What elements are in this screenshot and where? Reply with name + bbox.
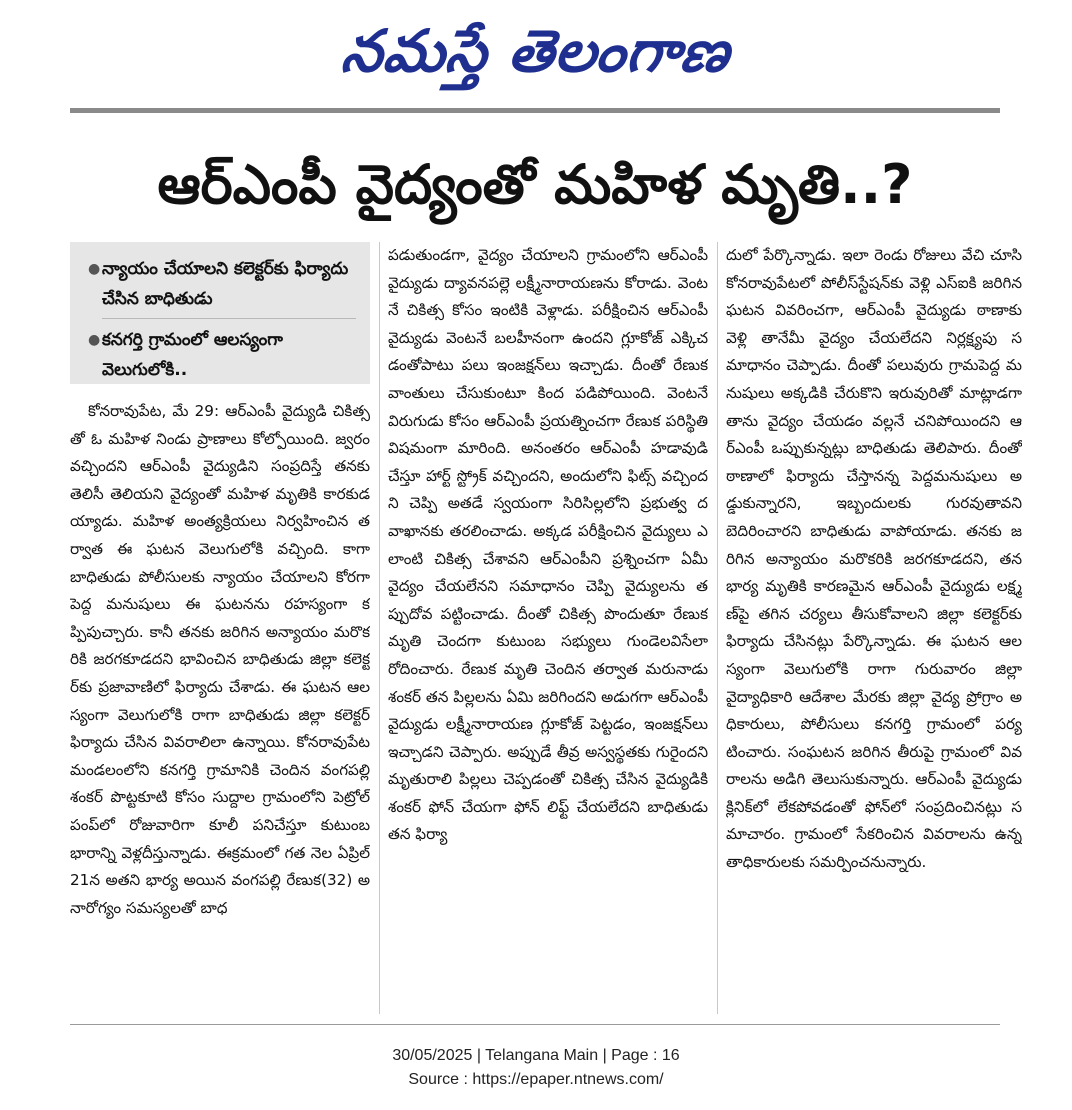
edition-info: 30/05/2025 | Telangana Main | Page : 16 (392, 1047, 680, 1064)
highlight-divider (102, 318, 356, 319)
article-column-3: దులో పేర్కొన్నాడు. ఇలా రెండు రోజులు వేచి చూసి కోనరావుపేటలో పోలీస్‌స్టేషన్‌కు వెళ్లి ఎస్‌ఐకి జరిగిన ఘటన వివరించగా, ఆర్‌ఎంపీ వైద్యుడు ఠాణాకు వెళ్లి తానేమీ వైద్యం చేయలేదని నిర్లక్ష్యపు సమాధానం చెప్పాడు. దీంతో పలువురు గ్రామపెద్ద మనుషులు అక్కడికి చేరుకొని ఇరువురితో మాట్లాడగా తాను వైద్యం చేయడం వల్లనే చనిపోయిందని ఆర్‌ఎంపీ ఒప్పుకున్నట్లు బాధితుడు తెలిపారు. దీంతో ఠాణాలో ఫిర్యాదు చేస్తానన్న పెద్దమనుషులు అడ్డుకున్నారని, ఇబ్బందులకు గురవుతావని బెదిరించారని బాధితుడు వాపోయాడు. తనకు జరిగిన అన్యాయం మరొకరికి జరగకూడదని, తన భార్య మృతికి కారణమైన ఆర్‌ఎంపీ వైద్యుడు లక్ష్మణ్‌పై తగిన చర్యలు తీసుకోవాలని జిల్లా కలెక్టర్‌కు ఫిర్యాదు చేసినట్లు పేర్కొన్నాడు. ఈ ఘటన ఆలస్యంగా వెలుగులోకి రాగా గురువారం జిల్లా వైద్యాధికారి ఆదేశాల మేరకు జిల్లా వైద్య ప్రోగ్రాం అధికారులు, పోలీసులు కనగర్తి గ్రామంలో పర్యటించారు. సంఘటన జరిగిన తీరుపై గ్రామంలో వివరాలను అడిగి తెలుసుకున్నారు. ఆర్‌ఎంపీ వైద్యుడు క్లినిక్‌లో లేకపోవడంతో ఫోన్‌లో సంప్రదించినట్లు సమాచారం. గ్రామంలో సేకరించిన వివరాలను ఉన్నతాధికారులకు సమర్పించనున్నారు. (726, 246, 1022, 872)
newspaper-logo: నమస్తే తెలంగాణ (338, 17, 734, 85)
column-divider (379, 242, 380, 1014)
article-column-1: కోనరావుపేట, మే 29: ఆర్‌ఎంపీ వైద్యుడి చికిత్సతో ఓ మహిళ నిండు ప్రాణాలు కోల్పోయింది. జ్వరం వచ్చిందని ఆర్‌ఎంపీ వైద్యుడిని సంప్రదిస్తే తనకు తెలిసీ తెలియని వైద్యంతో మహిళ మృతికి కారకుడయ్యాడు. మహిళ అంత్యక్రియలు నిర్వహించిన తర్వాత ఈ ఘటన వెలుగులోకి వచ్చింది. కాగా బాధితుడు పోలీసులకు న్యాయం చేయాలని కోరగా పెద్ద మనుషులు ఈ ఘటనను రహస్యంగా కప్పిపుచ్చారు. కానీ తనకు జరిగిన అన్యాయం మరొకరికి జరగకూడదని భావించిన బాధితుడు జిల్లా కలెక్టర్‌కు ప్రజావాణిలో ఫిర్యాదు చేశాడు. ఈ ఘటన ఆలస్యంగా వెలుగులోకి రాగా బాధితుడు జిల్లా కలెక్టర్ ఫిర్యాదు చేసిన వివరాలిలా ఉన్నాయి. కోనరావుపేట మండలంలోని కనగర్తి గ్రామానికి చెందిన వంగపల్లి శంకర్ పొట్టకూటి కోసం సుద్దాల గ్రామంలోని పెట్రోల్ పంప్‌లో రోజువారిగా కూలీ పనిచేస్తూ కుటుంబ భారాన్ని వెళ్లదీస్తున్నాడు. ఈక్రమంలో గత నెల ఏప్రిల్ 21న అతని భార్య అయిన వంగపల్లి రేణుక(32) అనారోగ్యం సమస్యలతో బాధ (70, 402, 370, 917)
highlight-item (88, 325, 356, 385)
highlight-text: కనగర్తి గ్రామంలో ఆలస్యంగా వెలుగులోకి.. (102, 330, 283, 380)
footer-divider (70, 1024, 1000, 1025)
page-footer (0, 1044, 1072, 1092)
bullet-icon: ● (88, 261, 101, 277)
highlight-item (88, 254, 356, 314)
article-column-2: పడుతుండగా, వైద్యం చేయాలని గ్రామంలోని ఆర్‌ఎంపీ వైద్యుడు ద్యావనపల్లె లక్ష్మీనారాయణను కోరాడు. వెంటనే చికిత్స కోసం ఇంటికి వెళ్లాడు. పరీక్షించిన ఆర్‌ఎంపీ వైద్యుడు వెంటనే బలహీనంగా ఉందని గ్లూకోజ్ ఎక్కిచడంతోపాటు పలు ఇంజక్షన్‌లు ఇచ్చాడు. దీంతో రేణుక వాంతులు చేసుకుంటూ కింద పడిపోయింది. వెంటనే విరుగుడు కోసం ఆర్‌ఎంపీ ప్రయత్నించగా రేణుక పరిస్థితి విషమంగా మారింది. అనంతరం ఆర్‌ఎంపీ హడావుడి చేస్తూ హార్ట్ స్ట్రోక్ వచ్చిందని, అందులోని ఫిట్స్ వచ్చిందని చెప్పి అతడే స్వయంగా సిరిసిల్లలోని ప్రభుత్వ దవాఖానకు తరలించాడు. అక్కడ పరీక్షించిన వైద్యులు ఎలాంటి చికిత్స చేశావని ఆర్‌ఎంపీని ప్రశ్నించగా ఏమీ వైద్యం చేయలేనని సమాధానం చెప్పి వైద్యులను తప్పుదోవ పట్టించాడు. దీంతో చికిత్స పొందుతూ రేణుక మృతి చెందగా కుటుంబ సభ్యులు గుండెలవిసేలా రోదించారు. రేణుక మృతి చెందిన తర్వాత మరునాడు శంకర్ తన పిల్లలను ఏమి జరిగిందని అడుగగా ఆర్‌ఎంపీ వైద్యుడు లక్ష్మీనారాయణ గ్లూకోజ్ పెట్టడం, ఇంజక్షన్‌లు ఇచ్చాడని చెప్పారు. అప్పుడే తీవ్ర అస్వస్థతకు గురైందని మృతురాలి పిల్లలు చెప్పడంతో చికిత్స చేసిన వైద్యుడికి శంకర్ ఫోన్ చేయగా ఫోన్ లిఫ్ట్ చేయలేదని బాధితుడు తన ఫిర్యా (388, 246, 708, 844)
column-divider (717, 242, 718, 1014)
source-link[interactable]: Source : https://epaper.ntnews.com/ (408, 1071, 664, 1088)
highlights-box (70, 242, 370, 384)
highlight-text: న్యాయం చేయాలని కలెక్టర్‌కు ఫిర్యాదు చేసిన బాధితుడు (102, 259, 349, 309)
masthead-divider (70, 108, 1000, 113)
bullet-icon: ● (88, 332, 101, 348)
masthead (0, 6, 1072, 96)
article-headline: ఆర్‌ఎంపీ వైద్యంతో మహిళ మృతి..? (157, 153, 913, 216)
